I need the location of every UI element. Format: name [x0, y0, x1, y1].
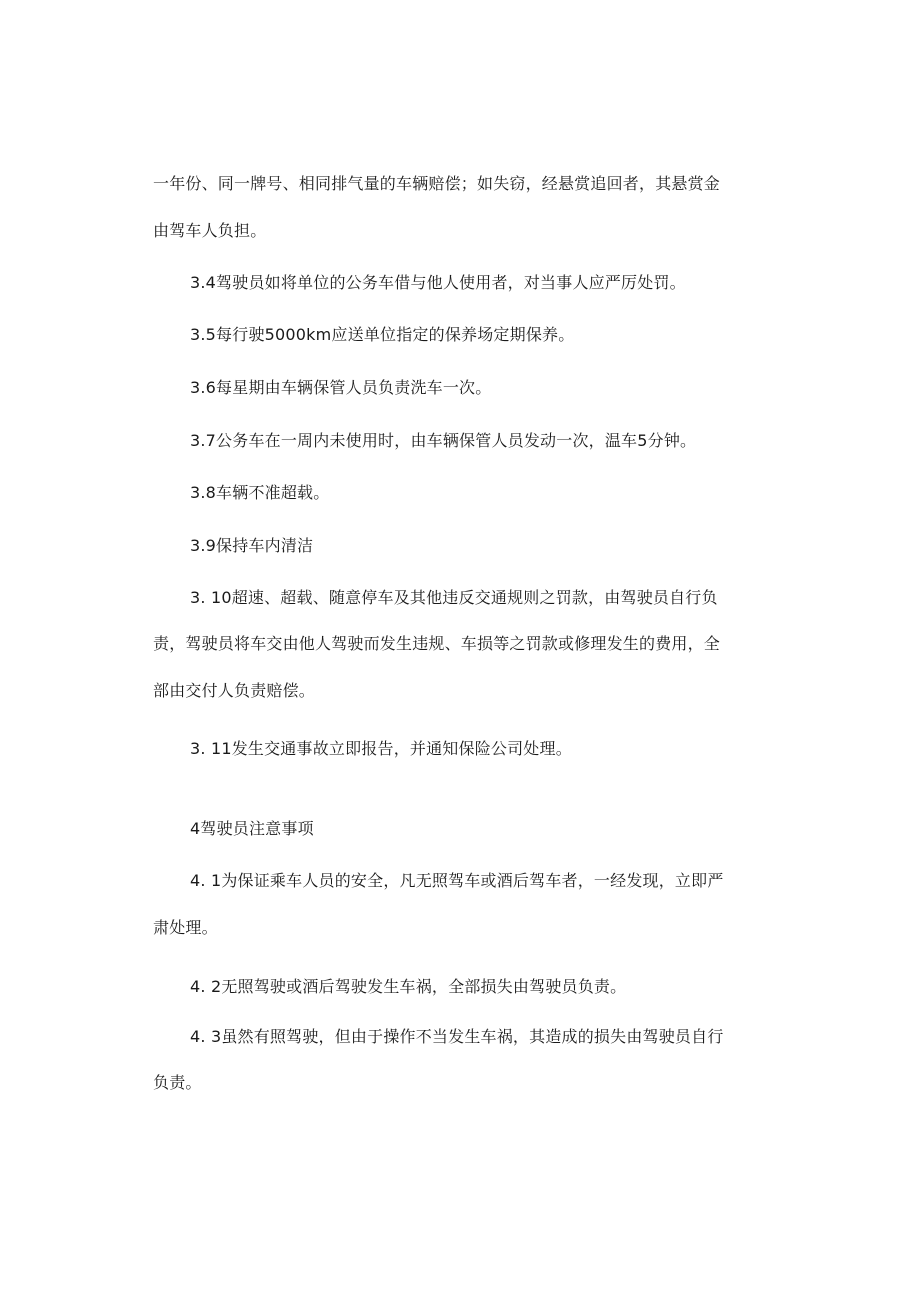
- text-line: 由驾车人负担。: [153, 221, 267, 240]
- text-line: 3. 11发生交通事故立即报告，并通知保险公司处理。: [190, 739, 572, 758]
- text-line: 4. 3虽然有照驾驶，但由于操作不当发生车祸，其造成的损失由驾驶员自行: [190, 1027, 724, 1046]
- text-line: 3.6每星期由车辆保管人员负责洗车一次。: [190, 378, 492, 397]
- text-line: 一年份、同一牌号、相同排气量的车辆赔偿；如失窃，经悬赏追回者，其悬赏金: [153, 174, 721, 193]
- text-line: 3.8车辆不准超载。: [190, 483, 330, 502]
- text-line: 责，驾驶员将车交由他人驾驶而发生违规、车损等之罚款或修理发生的费用，全: [153, 634, 721, 653]
- text-line: 部由交付人负责赔偿。: [153, 681, 316, 700]
- text-line: 负责。: [153, 1073, 202, 1092]
- text-line: 3. 10超速、超载、随意停车及其他违反交通规则之罚款，由驾驶员自行负: [190, 588, 718, 607]
- text-line: 肃处理。: [153, 918, 218, 937]
- text-line: 3.7公务车在一周内未使用时，由车辆保管人员发动一次，温车5分钟。: [190, 431, 697, 450]
- text-line: 4. 2无照驾驶或酒后驾驶发生车祸，全部损失由驾驶员负责。: [190, 977, 627, 996]
- text-line: 3.5每行驶5000km应送单位指定的保养场定期保养。: [190, 325, 575, 344]
- text-line: 3.9保持车内清洁: [190, 536, 314, 555]
- text-line: 4. 1为保证乘车人员的安全，凡无照驾车或酒后驾车者，一经发现，立即严: [190, 871, 724, 890]
- text-line: 3.4驾驶员如将单位的公务车借与他人使用者，对当事人应严厉处罚。: [190, 273, 686, 292]
- section-heading: 4驾驶员注意事项: [190, 819, 314, 838]
